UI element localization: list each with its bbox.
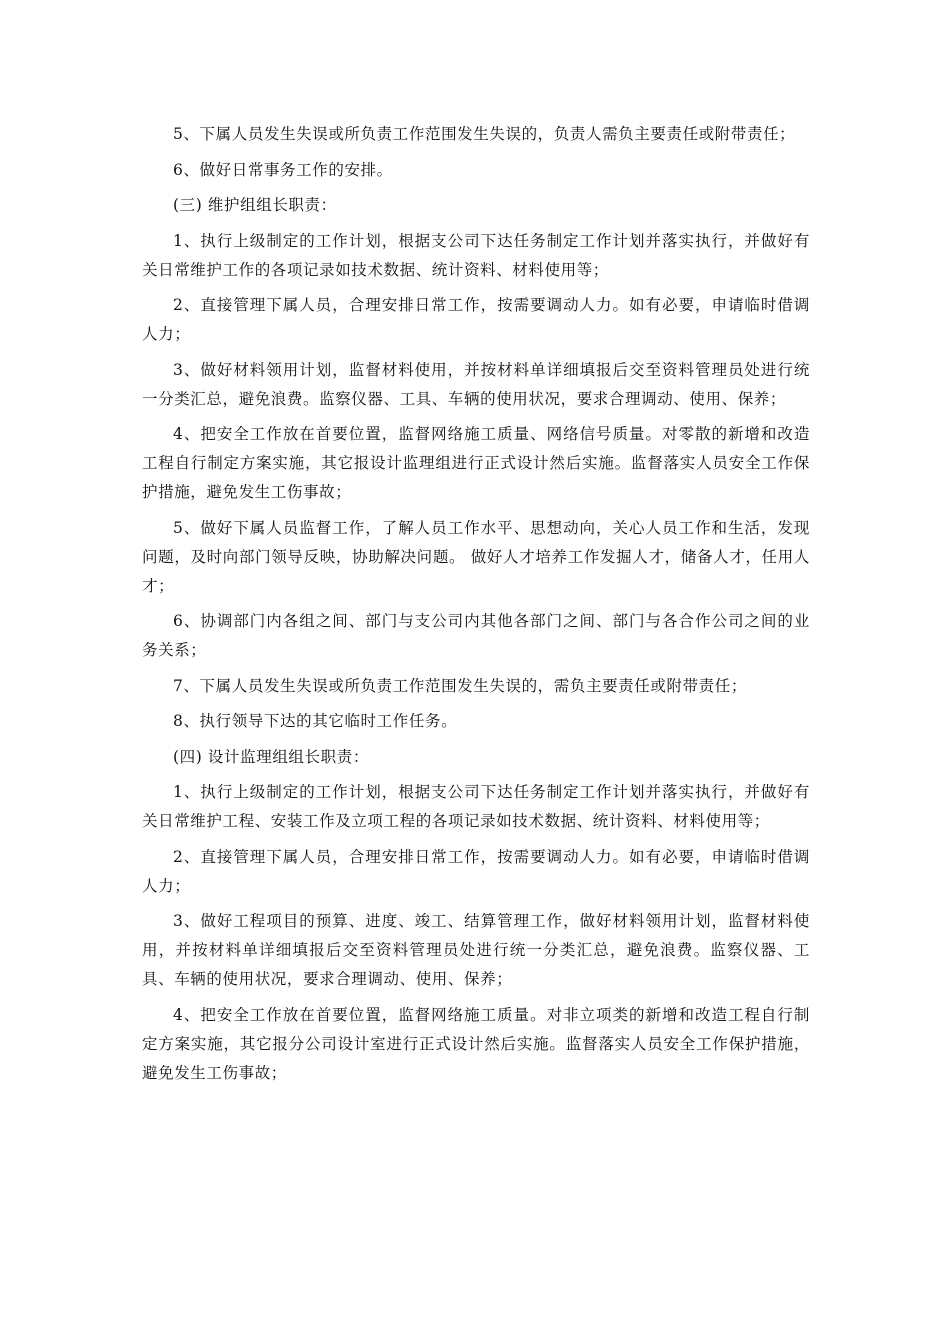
- paragraph-item: 1、执行上级制定的工作计划，根据支公司下达任务制定工作计划并落实执行，并做好有关日常维护工程、安装工作及立项工程的各项记录如技术数据、统计资料、材料使用等；: [142, 783, 810, 830]
- paragraph-item: 3、做好材料领用计划，监督材料使用，并按材料单详细填报后交至资料管理员处进行统一分类汇总，避免浪费。监察仪器、工具、车辆的使用状况，要求合理调动、使用、保养；: [142, 360, 810, 408]
- paragraph-item: 4、把安全工作放在首要位置，监督网络施工质量。对非立项类的新增和改造工程自行制定方案实施，其它报分公司设计室进行正式设计然后实施。监督落实人员安全工作保护措施，避免发生工伤事故；: [142, 1005, 810, 1082]
- paragraph-item: 2、直接管理下属人员，合理安排日常工作，按需要调动人力。如有必要，申请临时借调人力；: [142, 296, 810, 343]
- paragraph-item: 4、把安全工作放在首要位置，监督网络施工质量、网络信号质量。对零散的新增和改造工程自行制定方案实施，其它报设计监理组进行正式设计然后实施。监督落实人员安全工作保护措施，避免发生工伤事故；: [142, 425, 810, 501]
- paragraph-item: 6、做好日常事务工作的安排。: [173, 160, 393, 179]
- paragraph-item: 5、下属人员发生失误或所负责工作范围发生失误的，负责人需负主要责任或附带责任；: [173, 125, 796, 143]
- paragraph-item: 7、下属人员发生失误或所负责工作范围发生失误的，需负主要责任或附带责任；: [173, 676, 747, 695]
- document-body: [142, 120, 810, 1094]
- paragraph-item: 2、直接管理下属人员，合理安排日常工作，按需要调动人力。如有必要，申请临时借调人力；: [142, 847, 810, 895]
- paragraph-item: 3、做好工程项目的预算、进度、竣工、结算管理工作，做好材料领用计划，监督材料使用，并按材料单详细填报后交至资料管理员处进行统一分类汇总，避免浪费。监察仪器、工具、车辆的使用状况，要求合理调动、使用、保养；: [142, 912, 810, 988]
- paragraph-item: 8、执行领导下达的其它临时工作任务。: [173, 712, 458, 730]
- paragraph-item: 6、协调部门内各组之间、部门与支公司内其他各部门之间、部门与各合作公司之间的业务关系；: [142, 612, 810, 659]
- paragraph-item: 1、执行上级制定的工作计划，根据支公司下达任务制定工作计划并落实执行，并做好有关日常维护工作的各项记录如技术数据、统计资料、材料使用等；: [142, 231, 810, 279]
- section-heading: (四) 设计监理组组长职责：: [173, 747, 369, 766]
- section-heading: (三) 维护组组长职责：: [173, 196, 337, 214]
- paragraph-item: 5、做好下属人员监督工作，了解人员工作水平、思想动向，关心人员工作和生活，发现问题，及时向部门领导反映，协助解决问题。 做好人才培养工作发掘人才，储备人才，任用人才；: [142, 518, 810, 595]
